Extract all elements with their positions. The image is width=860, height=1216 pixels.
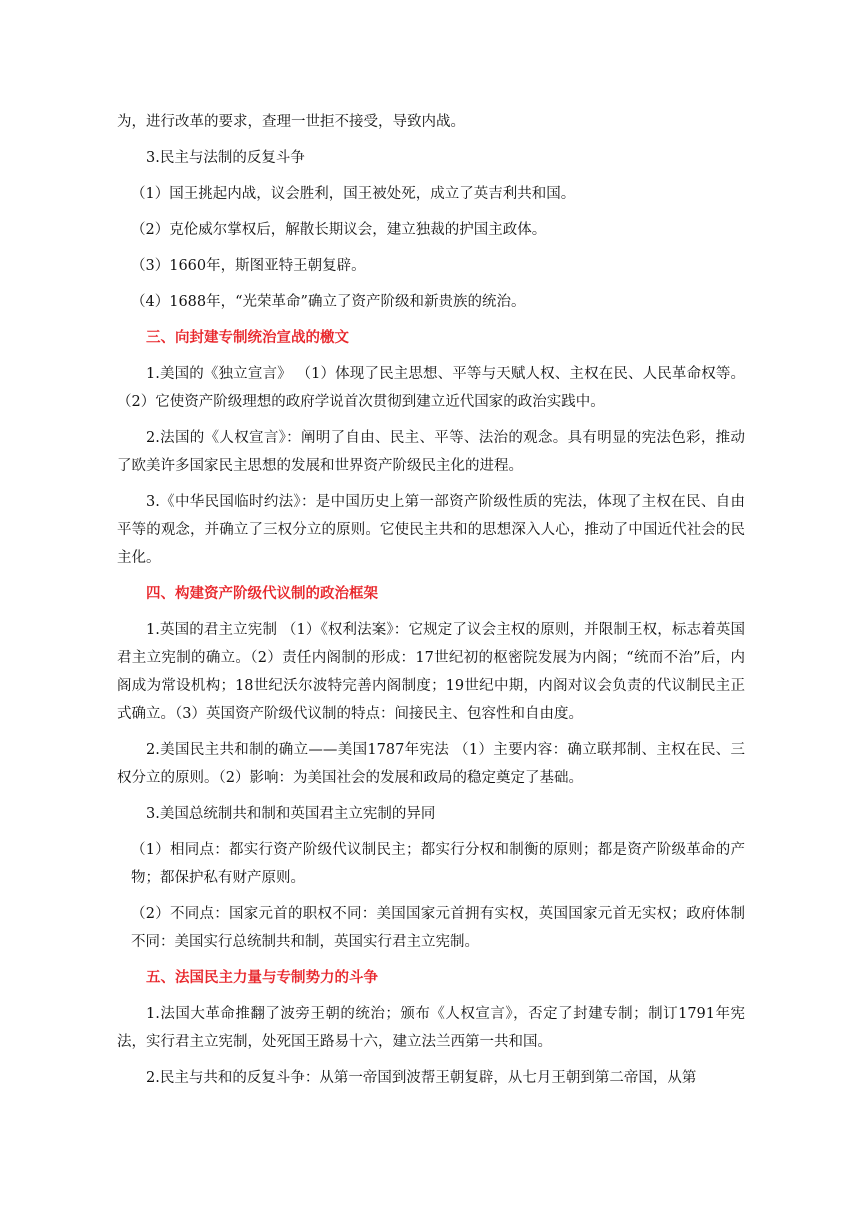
paragraph-1: 为，进行改革的要求，查理一世拒不接受，导致内战。 bbox=[117, 114, 465, 130]
paragraph-10: 1.英国的君主立宪制 （1）《权利法案》：它规定了议会主权的原则，并限制王权，标志着英国君主立宪制的确立。（2）责任内阁制的形成：17世纪初的枢密院发展为内阁；“统而不治”后，内阁成为常设机构；18世纪沃尔波特完善内阁制度；19世纪中期，内阁对议会负责的代议制民主正式确立。（3）英国资产阶级代议制的特点：间接民主、包容性和自由度。 bbox=[117, 622, 745, 722]
paragraph-12: 3.美国总统制共和制和英国君主立宪制的异同 bbox=[146, 806, 436, 822]
paragraph-16: 2.民主与共和的反复斗争：从第一帝国到波帮王朝复辟，从七月王朝到第二帝国，从第 bbox=[146, 1070, 697, 1086]
paragraph-3: （1）国王挑起内战，议会胜利，国王被处死，成立了英吉利共和国。 bbox=[131, 186, 576, 202]
paragraph-2: 3.民主与法制的反复斗争 bbox=[146, 150, 305, 166]
paragraph-8: 2.法国的《人权宣言》：阐明了自由、民主、平等、法治的观念。具有明显的宪法色彩，推动了欧美许多国家民主思想的发展和世界资产阶级民主化的进程。 bbox=[117, 430, 745, 474]
section-heading-3: 三、向封建专制统治宣战的檄文 bbox=[146, 330, 349, 346]
document-page bbox=[117, 108, 745, 1100]
paragraph-4: （2）克伦威尔掌权后，解散长期议会，建立独裁的护国主政体。 bbox=[131, 222, 547, 238]
paragraph-15: 1.法国大革命推翻了波旁王朝的统治；颁布《人权宣言》，否定了封建专制；制订1791年宪法，实行君主立宪制，处死国王路易十六，建立法兰西第一共和国。 bbox=[117, 1006, 745, 1050]
paragraph-14: （2）不同点：国家元首的职权不同：美国国家元首拥有实权，英国国家元首无实权；政府体制不同：美国实行总统制共和制，英国实行君主立宪制。 bbox=[131, 906, 745, 950]
paragraph-9: 3.《中华民国临时约法》：是中国历史上第一部资产阶级性质的宪法，体现了主权在民、自由平等的观念，并确立了三权分立的原则。它使民主共和的思想深入人心，推动了中国近代社会的民主化。 bbox=[117, 494, 745, 566]
paragraph-11: 2.美国民主共和制的确立——美国1787年宪法 （1）主要内容：确立联邦制、主权在民、三权分立的原则。（2）影响：为美国社会的发展和政局的稳定奠定了基础。 bbox=[117, 742, 745, 786]
section-heading-4: 四、构建资产阶级代议制的政治框架 bbox=[146, 586, 378, 602]
paragraph-5: （3）1660年，斯图亚特王朝复辟。 bbox=[131, 258, 366, 274]
section-heading-5: 五、法国民主力量与专制势力的斗争 bbox=[146, 970, 378, 986]
paragraph-13: （1）相同点：都实行资产阶级代议制民主；都实行分权和制衡的原则；都是资产阶级革命的产物；都保护私有财产原则。 bbox=[131, 842, 745, 886]
paragraph-7: 1.美国的《独立宣言》 （1）体现了民主思想、平等与天赋人权、主权在民、人民革命权等。（2）它使资产阶级理想的政府学说首次贯彻到建立近代国家的政治实践中。 bbox=[117, 366, 745, 410]
paragraph-6: （4）1688年，“光荣革命”确立了资产阶级和新贵族的统治。 bbox=[131, 294, 526, 310]
